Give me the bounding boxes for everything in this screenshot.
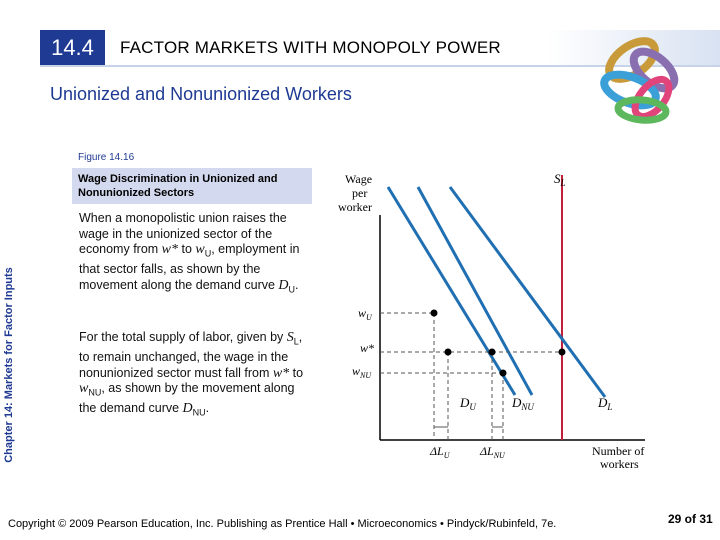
para2-to: to <box>289 365 304 380</box>
para1-end: . <box>295 277 299 292</box>
point-wstar-dnu <box>489 349 496 356</box>
y-axis-label-line1: Wage <box>345 172 373 186</box>
copyright-footer: Copyright © 2009 Pearson Education, Inc. Publishing as Prentice Hall • Microeconomics • Pindyck/Rubinfeld, 7e. <box>8 518 557 530</box>
para1-text-a: When a monopolistic union raises the wage in the unionized sector of the economy from <box>79 211 287 256</box>
point-wu <box>431 310 438 317</box>
para1-d: D <box>278 277 289 293</box>
para1-wstar: w* <box>161 242 179 257</box>
figure-caption-line2: Nonunionized Sectors <box>78 187 195 199</box>
para1-d-sub: U <box>288 284 296 294</box>
y-axis-label-line3: worker <box>338 200 372 214</box>
chapter-sidebar <box>2 250 16 480</box>
para2-end: . <box>205 401 210 415</box>
para1-to: to <box>178 242 196 256</box>
figure-caption-box <box>72 168 312 204</box>
figure-caption <box>78 172 277 200</box>
y-axis-label-line2: per <box>352 186 368 200</box>
point-equilibrium <box>559 349 566 356</box>
wage-discrimination-diagram <box>330 155 660 475</box>
curve-label-sl: $S_L$ <box>554 171 566 188</box>
demand-curve-du <box>388 187 515 395</box>
x-axis-label-line2: workers <box>600 457 639 471</box>
para2-text-b: , to remain unchanged, the wage in the nonunionized sector must fall from <box>79 330 303 380</box>
chapter-label: Chapter 14: Markets for Factor Inputs <box>3 267 15 463</box>
x-axis-label-line1: Number of <box>592 444 645 458</box>
tick-label-wnu: $w_{NU}$ <box>352 364 372 380</box>
curve-label-dl: $D_L$ <box>598 395 613 412</box>
section-number: 14.4 <box>40 30 105 65</box>
para2-text-a: For the total supply of labor, given by <box>79 330 287 344</box>
para2-text-c: , as shown by the movement along the demand curve <box>79 381 295 415</box>
demand-curve-dl <box>450 187 605 397</box>
para1-u-sub: U <box>204 248 212 259</box>
curve-label-dnu: $D_{NU}$ <box>512 395 534 412</box>
rings-logo <box>592 20 692 138</box>
tick-label-delta-lu: $\Delta L_U$ <box>430 444 450 460</box>
para2-s: S <box>286 330 294 345</box>
figure-label: Figure 14.16 <box>78 152 135 163</box>
demand-curve-dnu <box>418 187 532 395</box>
explanation-paragraph-2 <box>79 330 307 421</box>
section-title: FACTOR MARKETS WITH MONOPOLY POWER <box>120 38 501 57</box>
para1-w: w <box>195 242 205 257</box>
point-wstar-du <box>445 349 452 356</box>
para2-wstar: w* <box>272 365 290 381</box>
para2-d-sub: NU <box>192 407 206 418</box>
figure-caption-line1: Wage Discrimination in Unionized and <box>78 173 278 185</box>
tick-label-delta-lnu: $\Delta L_{NU}$ <box>480 444 505 460</box>
para2-s-sub: L <box>293 336 299 347</box>
explanation-paragraph-1 <box>79 211 307 298</box>
curve-label-du: $D_U$ <box>460 395 476 412</box>
para1-text-b: , employment in that sector falls, as shown by the movement along the demand curve <box>79 242 300 292</box>
para2-nu-sub: NU <box>88 387 102 398</box>
para2-w: w <box>79 381 89 396</box>
page-number: 29 of 31 <box>668 512 713 526</box>
tick-label-wstar: w* <box>360 341 375 355</box>
tick-label-wu: $w_U$ <box>358 306 372 322</box>
slide-subtitle: Unionized and Nonunionized Workers <box>50 84 352 104</box>
point-wnu <box>500 370 507 377</box>
para2-d: D <box>182 401 193 416</box>
